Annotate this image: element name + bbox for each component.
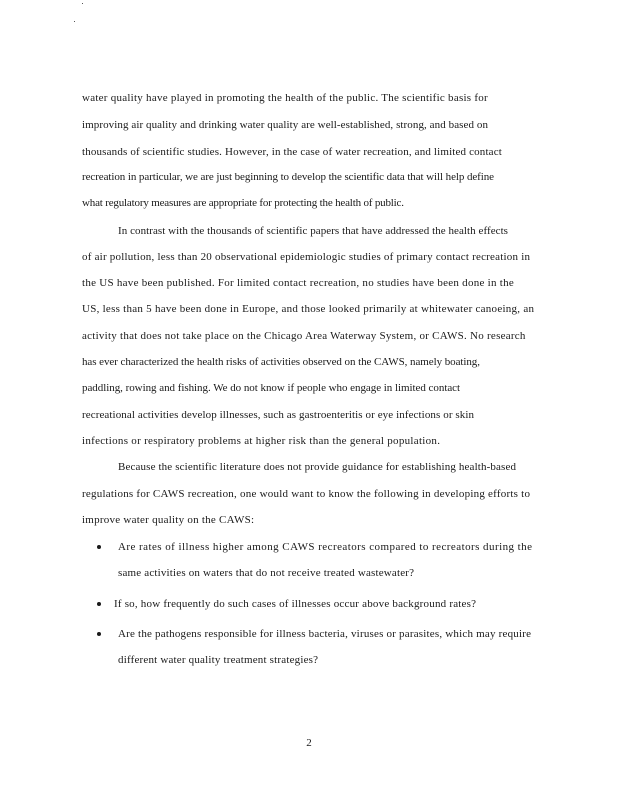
scan-speck [82,3,83,4]
bullet-icon [97,602,101,606]
bullet-icon [97,545,101,549]
bullet-icon [97,632,101,636]
scan-speck [74,21,75,22]
page-number: 2 [306,737,312,749]
document-page: water quality have played in promoting the health of the public. The scientific basis for improving air quality and drinking water quality are well-established, strong, and based on thousands of scientific studies. However, in the case of water recreation, and limited contact recreation in particular, we are just beginning to develop the scientific data that will help define what regulatory measures are appropriate for protecting the health of public. In contrast with the thousands of scientific papers that have addressed the health effects of air pollution, less than 20 observational epidemiologic studies of primary contact recreation in the US have been published. For limited contact recreation, no studies have been done in the US, less than 5 have been done in Europe, and those looked primarily at whitewater canoeing, an activity that does not take place on the Chicago Area Waterway System, or CAWS. No research has ever characterized the health risks of activities observed on the CAWS, namely boating, paddling, rowing and fishing. We do not know if people who engage in limited contact recreational activities develop illnesses, such as gastroenteritis or eye infections or skin infections or respiratory problems at higher risk than the general population. Because the scientific literature does not provide guidance for establishing health-based regulations for CAWS recreation, one would want to know the following in developing efforts to improve water quality on the CAWS: Are rates of illness higher among CAWS recreators compared to recreators during the same activities on waters that do not receive treated wastewater? If so, how frequently do such cases of illnesses occur above background rates? Are the pathogens responsible for illness bacteria, viruses or parasites, which may require different water quality treatment strategies? 2 [0,0,618,800]
